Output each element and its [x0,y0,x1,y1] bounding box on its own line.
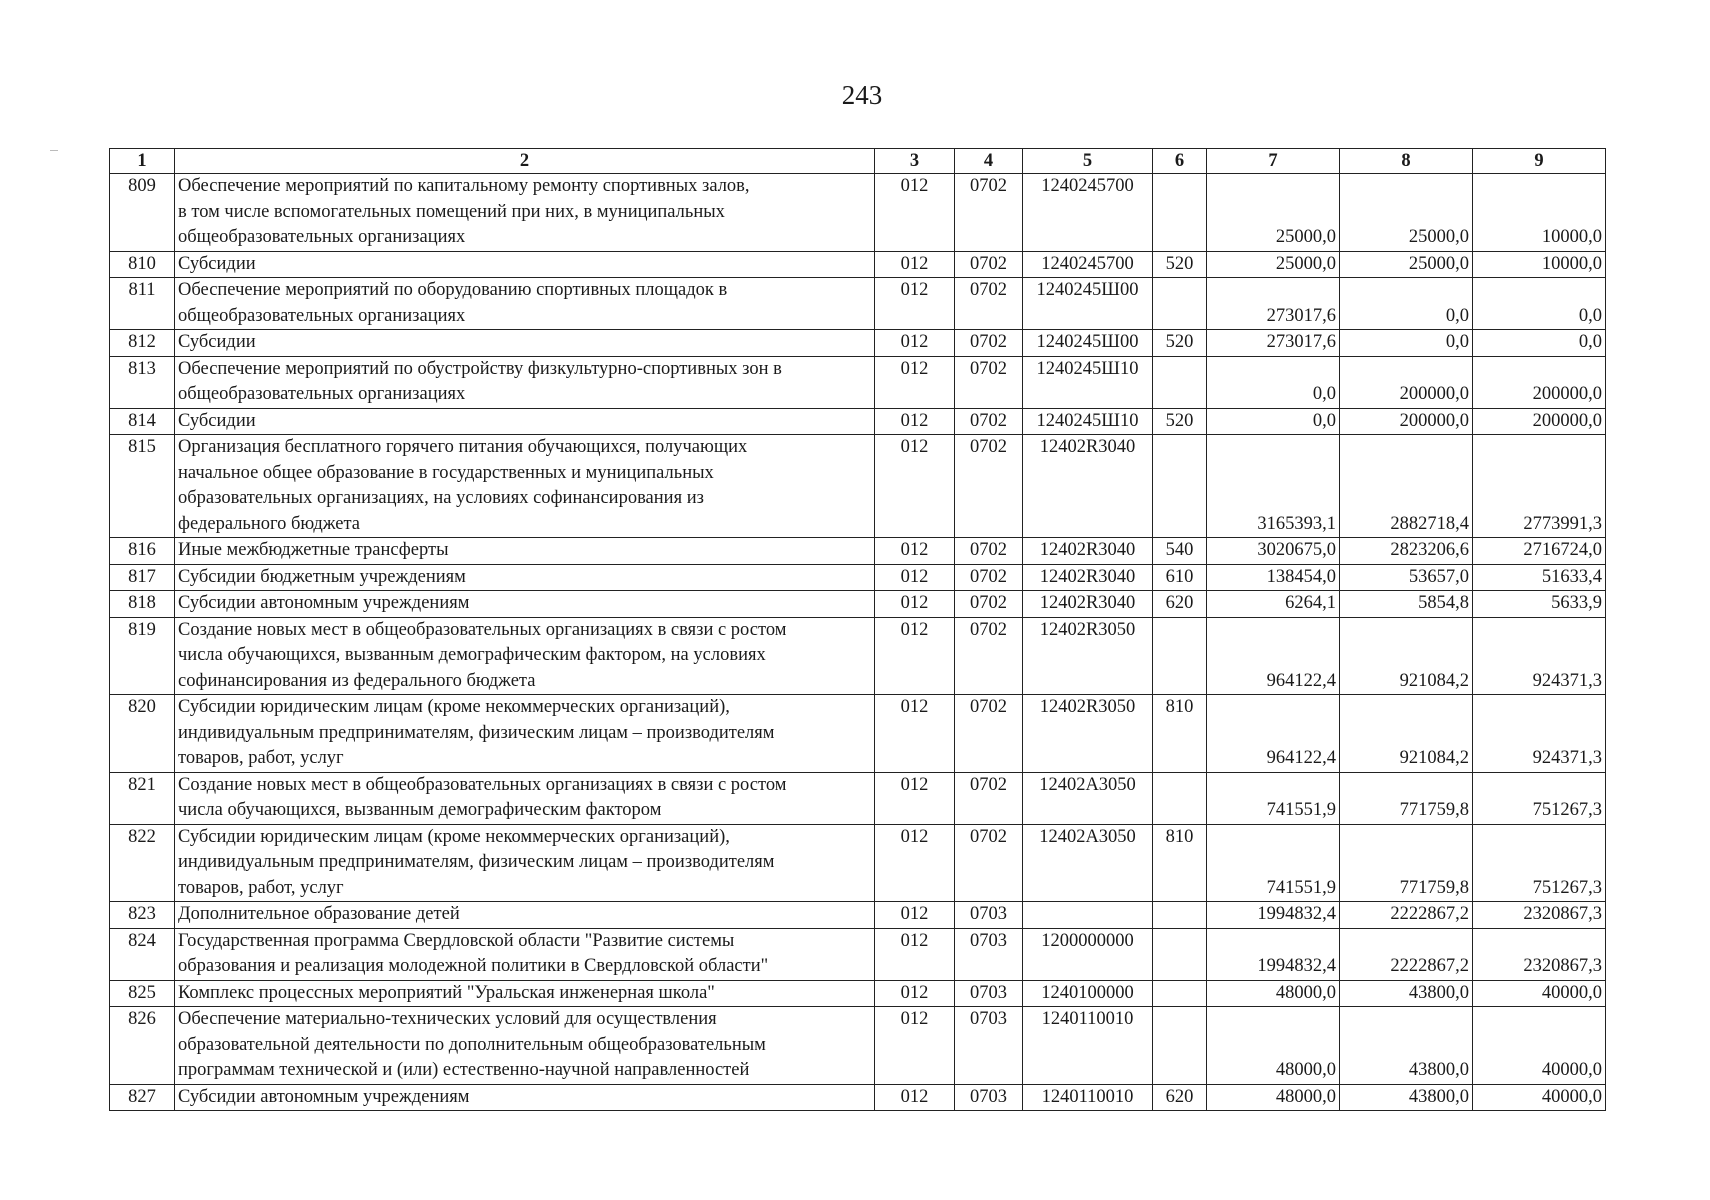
target-code: 12402R3050 [1023,617,1153,695]
row-number: 822 [110,824,175,902]
row-name [175,564,875,591]
target-code: 1240245Ш00 [1023,330,1153,357]
table-row [110,617,1606,695]
table-row [110,278,1606,330]
row-number: 820 [110,695,175,773]
table-row [110,408,1606,435]
row-number: 809 [110,174,175,252]
target-code: 1240245Ш00 [1023,278,1153,330]
expense-type-code [1153,980,1207,1007]
target-code: 12402A3050 [1023,772,1153,824]
amount-col-8: 0,0 [1340,278,1473,330]
header-cell: 8 [1340,149,1473,174]
header-cell: 5 [1023,149,1153,174]
row-name-line: общеобразовательных организациях [178,305,466,326]
target-code: 1240245700 [1023,174,1153,252]
expense-type-code: 520 [1153,251,1207,278]
table-row [110,564,1606,591]
amount-col-7: 1994832,4 [1207,928,1340,980]
row-name [175,928,875,980]
section-code: 0702 [955,824,1023,902]
amount-col-8: 2222867,2 [1340,902,1473,929]
row-name-line: Обеспечение мероприятий по оборудованию спортивных площадок в [178,280,728,300]
row-name-line: индивидуальным предпринимателям, физическим лицам – производителям [178,722,775,743]
target-code: 12402A3050 [1023,824,1153,902]
row-name-line: Организация бесплатного горячего питания обучающихся, получающих [178,437,748,457]
admin-code: 012 [875,591,955,618]
row-name-line: Субсидии автономным учреждениям [178,1086,470,1107]
table-row [110,1007,1606,1085]
row-number: 819 [110,617,175,695]
row-name-line: Субсидии [178,332,256,352]
expense-type-code [1153,435,1207,538]
admin-code: 012 [875,617,955,695]
row-name [175,330,875,357]
table-row [110,174,1606,252]
expense-type-code [1153,278,1207,330]
admin-code: 012 [875,1084,955,1111]
table-row [110,330,1606,357]
amount-col-8: 771759,8 [1340,824,1473,902]
row-name-line: Создание новых мест в общеобразовательных организациях в связи с ростом [178,619,787,640]
table-row [110,591,1606,618]
row-name [175,1084,875,1111]
amount-col-9: 51633,4 [1473,564,1606,591]
section-code: 0702 [955,591,1023,618]
header-cell: 1 [110,149,175,174]
amount-col-8: 921084,2 [1340,617,1473,695]
row-number: 821 [110,772,175,824]
amount-col-7: 138454,0 [1207,564,1340,591]
section-code: 0702 [955,408,1023,435]
header-cell: 7 [1207,149,1340,174]
expense-type-code [1153,772,1207,824]
amount-col-9: 924371,3 [1473,695,1606,773]
expense-type-code [1153,928,1207,980]
row-name [175,356,875,408]
target-code: 1240110010 [1023,1007,1153,1085]
table-row [110,1084,1606,1111]
target-code: 1240100000 [1023,980,1153,1007]
row-name [175,824,875,902]
amount-col-9: 0,0 [1473,278,1606,330]
row-name-line: Субсидии юридическим лицам (кроме некоммерческих организаций), [178,826,730,847]
admin-code: 012 [875,174,955,252]
row-number: 816 [110,538,175,565]
amount-col-7: 48000,0 [1207,980,1340,1007]
target-code [1023,902,1153,929]
admin-code: 012 [875,538,955,565]
table-row [110,356,1606,408]
amount-col-7: 25000,0 [1207,251,1340,278]
amount-col-9: 751267,3 [1473,824,1606,902]
target-code: 1240245700 [1023,251,1153,278]
amount-col-9: 751267,3 [1473,772,1606,824]
header-cell: 4 [955,149,1023,174]
target-code: 12402R3050 [1023,695,1153,773]
expense-type-code: 620 [1153,1084,1207,1111]
amount-col-7: 0,0 [1207,408,1340,435]
row-name-line: Создание новых мест в общеобразовательных организациях в связи с ростом [178,774,787,795]
row-number: 810 [110,251,175,278]
section-code: 0702 [955,772,1023,824]
header-cell: 9 [1473,149,1606,174]
row-name [175,591,875,618]
row-number: 812 [110,330,175,357]
target-code: 12402R3040 [1023,538,1153,565]
amount-col-7: 741551,9 [1207,824,1340,902]
target-code: 1200000000 [1023,928,1153,980]
row-name [175,1007,875,1085]
amount-col-7: 964122,4 [1207,617,1340,695]
header-row [110,149,1606,174]
amount-col-9: 10000,0 [1473,174,1606,252]
amount-col-8: 0,0 [1340,330,1473,357]
row-name-line: Обеспечение материально-технических условий для осуществления [178,1009,717,1029]
table-row [110,928,1606,980]
row-name-line: федерального бюджета [178,513,361,534]
table-row [110,824,1606,902]
amount-col-7: 273017,6 [1207,278,1340,330]
expense-type-code: 520 [1153,408,1207,435]
row-name-line: образовательных организациях, на условиях софинансирования из [178,488,704,508]
row-name-line: Обеспечение мероприятий по обустройству физкультурно-спортивных зон в [178,358,782,379]
row-name-line: общеобразовательных организациях [178,227,466,247]
amount-col-8: 43800,0 [1340,980,1473,1007]
row-number: 813 [110,356,175,408]
row-name-line: числа обучающихся, вызванным демографическим фактором [178,800,662,820]
amount-col-7: 48000,0 [1207,1007,1340,1085]
target-code: 1240245Ш10 [1023,356,1153,408]
section-code: 0702 [955,538,1023,565]
amount-col-8: 200000,0 [1340,356,1473,408]
section-code: 0703 [955,1007,1023,1085]
amount-col-9: 2716724,0 [1473,538,1606,565]
section-code: 0702 [955,278,1023,330]
admin-code: 012 [875,772,955,824]
row-number: 823 [110,902,175,929]
admin-code: 012 [875,902,955,929]
row-name-line: образования и реализация молодежной политики в Свердловской области" [178,956,769,976]
row-name [175,902,875,929]
row-name [175,538,875,565]
row-number: 815 [110,435,175,538]
table-row [110,902,1606,929]
amount-col-9: 40000,0 [1473,1007,1606,1085]
row-number: 814 [110,408,175,435]
amount-col-7: 6264,1 [1207,591,1340,618]
row-name [175,278,875,330]
amount-col-8: 25000,0 [1340,174,1473,252]
row-name [175,980,875,1007]
amount-col-8: 43800,0 [1340,1084,1473,1111]
target-code: 1240245Ш10 [1023,408,1153,435]
admin-code: 012 [875,564,955,591]
target-code: 12402R3040 [1023,591,1153,618]
row-number: 825 [110,980,175,1007]
expense-type-code: 620 [1153,591,1207,618]
row-name-line: Субсидии [178,410,256,431]
amount-col-8: 921084,2 [1340,695,1473,773]
amount-col-8: 53657,0 [1340,564,1473,591]
admin-code: 012 [875,1007,955,1085]
row-name [175,617,875,695]
amount-col-8: 5854,8 [1340,591,1473,618]
row-name-line: Субсидии бюджетным учреждениям [178,566,466,587]
amount-col-9: 40000,0 [1473,1084,1606,1111]
row-name-line: софинансирования из федерального бюджета [178,670,536,691]
admin-code: 012 [875,435,955,538]
row-number: 811 [110,278,175,330]
amount-col-7: 25000,0 [1207,174,1340,252]
row-name-line: Обеспечение мероприятий по капитальному ремонту спортивных залов, [178,176,750,196]
row-name-line: в том числе вспомогательных помещений при них, в муниципальных [178,201,725,222]
row-name-line: Иные межбюджетные трансферты [178,540,449,560]
header-cell: 6 [1153,149,1207,174]
section-code: 0702 [955,695,1023,773]
margin-mark [50,150,58,151]
expense-type-code: 610 [1153,564,1207,591]
table-row [110,772,1606,824]
row-name-line: индивидуальным предпринимателям, физическим лицам – производителям [178,852,775,872]
row-name-line: Субсидии юридическим лицам (кроме некоммерческих организаций), [178,697,730,717]
amount-col-9: 5633,9 [1473,591,1606,618]
expense-type-code: 540 [1153,538,1207,565]
amount-col-7: 741551,9 [1207,772,1340,824]
row-name-line: товаров, работ, услуг [178,748,344,768]
section-code: 0702 [955,356,1023,408]
row-name-line: образовательной деятельности по дополнительным общеобразовательным [178,1034,766,1055]
table-body [110,174,1606,1111]
row-name-line: программам технической и (или) естественно-научной направленностей [178,1060,750,1080]
amount-col-9: 40000,0 [1473,980,1606,1007]
row-name-line: Субсидии [178,253,256,274]
amount-col-7: 1994832,4 [1207,902,1340,929]
section-code: 0702 [955,564,1023,591]
amount-col-7: 3165393,1 [1207,435,1340,538]
row-number: 824 [110,928,175,980]
row-name [175,435,875,538]
section-code: 0703 [955,980,1023,1007]
admin-code: 012 [875,278,955,330]
amount-col-9: 200000,0 [1473,408,1606,435]
admin-code: 012 [875,251,955,278]
budget-table [109,148,1606,1111]
amount-col-8: 771759,8 [1340,772,1473,824]
section-code: 0702 [955,330,1023,357]
row-name [175,772,875,824]
amount-col-9: 2773991,3 [1473,435,1606,538]
amount-col-8: 2882718,4 [1340,435,1473,538]
admin-code: 012 [875,408,955,435]
row-name-line: Комплекс процессных мероприятий "Уральская инженерная школа" [178,982,715,1003]
amount-col-7: 964122,4 [1207,695,1340,773]
amount-col-7: 3020675,0 [1207,538,1340,565]
row-name [175,251,875,278]
section-code: 0703 [955,928,1023,980]
row-name [175,408,875,435]
row-name-line: числа обучающихся, вызванным демографическим фактором, на условиях [178,645,766,665]
header-cell: 2 [175,149,875,174]
amount-col-9: 10000,0 [1473,251,1606,278]
amount-col-9: 2320867,3 [1473,902,1606,929]
row-number: 826 [110,1007,175,1085]
expense-type-code [1153,356,1207,408]
row-number: 817 [110,564,175,591]
expense-type-code [1153,617,1207,695]
amount-col-9: 924371,3 [1473,617,1606,695]
row-number: 818 [110,591,175,618]
amount-col-8: 25000,0 [1340,251,1473,278]
section-code: 0702 [955,617,1023,695]
amount-col-7: 48000,0 [1207,1084,1340,1111]
amount-col-8: 2222867,2 [1340,928,1473,980]
expense-type-code: 520 [1153,330,1207,357]
admin-code: 012 [875,980,955,1007]
amount-col-9: 200000,0 [1473,356,1606,408]
admin-code: 012 [875,824,955,902]
table-row [110,980,1606,1007]
section-code: 0702 [955,174,1023,252]
section-code: 0703 [955,1084,1023,1111]
amount-col-8: 200000,0 [1340,408,1473,435]
target-code: 12402R3040 [1023,435,1153,538]
expense-type-code [1153,1007,1207,1085]
expense-type-code: 810 [1153,695,1207,773]
row-name-line: товаров, работ, услуг [178,877,344,898]
row-name-line: Дополнительное образование детей [178,904,460,924]
section-code: 0702 [955,435,1023,538]
amount-col-7: 273017,6 [1207,330,1340,357]
amount-col-9: 0,0 [1473,330,1606,357]
target-code: 12402R3040 [1023,564,1153,591]
expense-type-code [1153,174,1207,252]
row-name [175,695,875,773]
admin-code: 012 [875,330,955,357]
amount-col-8: 43800,0 [1340,1007,1473,1085]
row-name-line: Государственная программа Свердловской области "Развитие системы [178,930,735,951]
expense-type-code: 810 [1153,824,1207,902]
amount-col-8: 2823206,6 [1340,538,1473,565]
admin-code: 012 [875,356,955,408]
row-number: 827 [110,1084,175,1111]
header-cell: 3 [875,149,955,174]
section-code: 0702 [955,251,1023,278]
table-row [110,251,1606,278]
row-name-line: начальное общее образование в государственных и муниципальных [178,462,714,483]
target-code: 1240110010 [1023,1084,1153,1111]
table-row [110,538,1606,565]
admin-code: 012 [875,695,955,773]
amount-col-7: 0,0 [1207,356,1340,408]
amount-col-9: 2320867,3 [1473,928,1606,980]
table-row [110,695,1606,773]
row-name [175,174,875,252]
expense-type-code [1153,902,1207,929]
row-name-line: общеобразовательных организациях [178,384,466,404]
section-code: 0703 [955,902,1023,929]
row-name-line: Субсидии автономным учреждениям [178,593,470,613]
table-row [110,435,1606,538]
page-number: 243 [841,80,883,110]
admin-code: 012 [875,928,955,980]
